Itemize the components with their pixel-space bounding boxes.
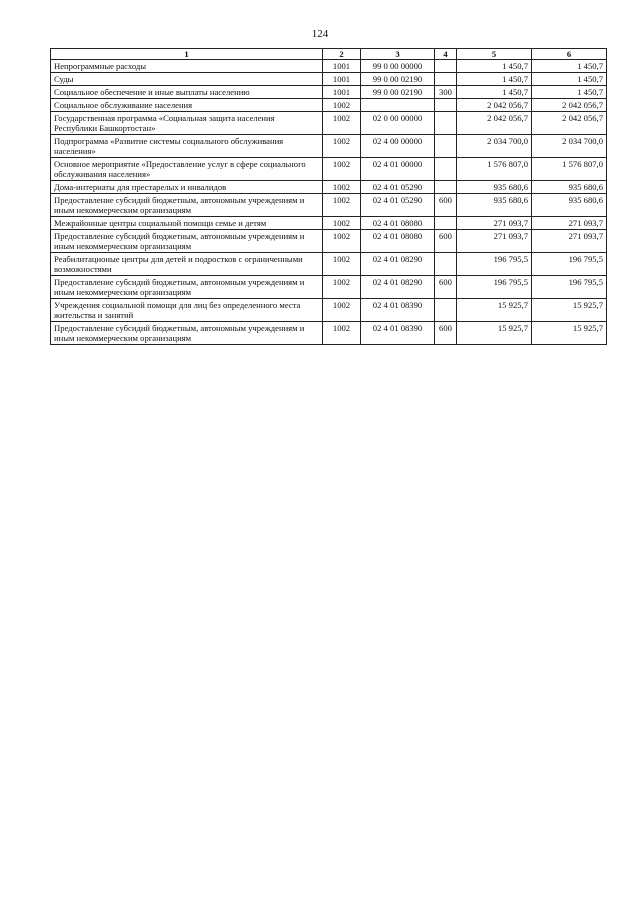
- row-amount-2: 196 795,5: [532, 253, 607, 276]
- table-row: [51, 135, 607, 158]
- table-row: [51, 86, 607, 99]
- row-name: Подпрограмма «Развитие системы социального обслуживания населения»: [51, 135, 323, 158]
- row-section: 1001: [323, 60, 361, 73]
- row-target-code: 02 4 01 08290: [361, 253, 435, 276]
- header-col-2: 2: [323, 49, 361, 60]
- row-name: Предоставление субсидий бюджетным, автономным учреждениям и иным некоммерческим организациям: [51, 322, 323, 345]
- row-amount-2: 1 450,7: [532, 86, 607, 99]
- row-expense-type: [435, 135, 457, 158]
- row-target-code: 99 0 00 02190: [361, 73, 435, 86]
- row-amount-2: 2 042 056,7: [532, 99, 607, 112]
- table-header-row: [51, 49, 607, 60]
- table-row: [51, 99, 607, 112]
- row-amount-2: 196 795,5: [532, 276, 607, 299]
- table-row: [51, 253, 607, 276]
- row-section: 1002: [323, 217, 361, 230]
- table-row: [51, 230, 607, 253]
- row-amount-2: 1 576 807,0: [532, 158, 607, 181]
- row-amount-1: 2 042 056,7: [457, 112, 532, 135]
- row-section: 1002: [323, 276, 361, 299]
- row-name: Реабилитационые центры для детей и подростков с ограниченными возможностями: [51, 253, 323, 276]
- row-target-code: 02 4 01 08290: [361, 276, 435, 299]
- budget-table: [50, 48, 607, 345]
- row-amount-2: 2 042 056,7: [532, 112, 607, 135]
- row-target-code: 02 0 00 00000: [361, 112, 435, 135]
- row-expense-type: [435, 158, 457, 181]
- table-row: [51, 181, 607, 194]
- row-amount-1: 2 042 056,7: [457, 99, 532, 112]
- page-number: 124: [311, 28, 329, 40]
- row-expense-type: [435, 73, 457, 86]
- table-row: [51, 322, 607, 345]
- row-name: Учреждения социальной помощи для лиц без определенного места жительства и занятий: [51, 299, 323, 322]
- row-amount-2: 1 450,7: [532, 60, 607, 73]
- row-target-code: 02 4 01 08080: [361, 230, 435, 253]
- row-amount-1: 15 925,7: [457, 299, 532, 322]
- table-row: [51, 217, 607, 230]
- row-section: 1002: [323, 194, 361, 217]
- row-expense-type: [435, 217, 457, 230]
- header-col-1: 1: [51, 49, 323, 60]
- row-amount-2: 271 093,7: [532, 217, 607, 230]
- row-expense-type: [435, 60, 457, 73]
- row-name: Предоставление субсидий бюджетным, автономным учреждениям и иным некоммерческим организациям: [51, 276, 323, 299]
- row-section: 1001: [323, 73, 361, 86]
- row-amount-1: 1 450,7: [457, 73, 532, 86]
- row-section: 1002: [323, 322, 361, 345]
- row-section: 1002: [323, 112, 361, 135]
- row-amount-1: 196 795,5: [457, 253, 532, 276]
- row-target-code: 02 4 01 08080: [361, 217, 435, 230]
- row-expense-type: [435, 299, 457, 322]
- row-amount-1: 1 576 807,0: [457, 158, 532, 181]
- row-amount-1: 15 925,7: [457, 322, 532, 345]
- table-row: [51, 299, 607, 322]
- row-name: Непрограммные расходы: [51, 60, 323, 73]
- row-target-code: 02 4 01 08390: [361, 299, 435, 322]
- row-name: Межрайонные центры социальной помощи семье и детям: [51, 217, 323, 230]
- row-amount-2: 935 680,6: [532, 194, 607, 217]
- row-amount-2: 1 450,7: [532, 73, 607, 86]
- row-name: Предоставление субсидий бюджетным, автономным учреждениям и иным некоммерческим организациям: [51, 194, 323, 217]
- table-row: [51, 194, 607, 217]
- row-section: 1002: [323, 181, 361, 194]
- row-section: 1002: [323, 158, 361, 181]
- row-section: 1002: [323, 135, 361, 158]
- row-target-code: [361, 99, 435, 112]
- row-amount-1: 935 680,6: [457, 181, 532, 194]
- table-row: [51, 73, 607, 86]
- row-name: Суды: [51, 73, 323, 86]
- row-amount-1: 271 093,7: [457, 217, 532, 230]
- row-amount-1: 935 680,6: [457, 194, 532, 217]
- row-name: Социальное обслуживание населения: [51, 99, 323, 112]
- row-amount-2: 935 680,6: [532, 181, 607, 194]
- row-target-code: 02 4 01 05290: [361, 181, 435, 194]
- row-expense-type: 600: [435, 194, 457, 217]
- row-amount-2: 2 034 700,0: [532, 135, 607, 158]
- row-expense-type: 600: [435, 322, 457, 345]
- row-name: Дома-интернаты для престарелых и инвалидов: [51, 181, 323, 194]
- row-name: Основное мероприятие «Предоставление услуг в сфере социального обслуживания населения»: [51, 158, 323, 181]
- row-section: 1002: [323, 230, 361, 253]
- row-target-code: 02 4 01 08390: [361, 322, 435, 345]
- row-section: 1002: [323, 99, 361, 112]
- header-col-3: 3: [361, 49, 435, 60]
- table-row: [51, 276, 607, 299]
- row-name: Предоставление субсидий бюджетным, автономным учреждениям и иным некоммерческим организациям: [51, 230, 323, 253]
- row-target-code: 02 4 01 05290: [361, 194, 435, 217]
- row-name: Социальное обеспечение и иные выплаты населению: [51, 86, 323, 99]
- table-row: [51, 158, 607, 181]
- header-col-5: 5: [457, 49, 532, 60]
- table-body: [51, 60, 607, 345]
- row-target-code: 99 0 00 00000: [361, 60, 435, 73]
- row-expense-type: [435, 112, 457, 135]
- row-amount-2: 271 093,7: [532, 230, 607, 253]
- row-amount-2: 15 925,7: [532, 299, 607, 322]
- row-target-code: 99 0 00 02190: [361, 86, 435, 99]
- row-section: 1002: [323, 299, 361, 322]
- header-col-6: 6: [532, 49, 607, 60]
- row-target-code: 02 4 01 00000: [361, 158, 435, 181]
- row-target-code: 02 4 00 00000: [361, 135, 435, 158]
- table-row: [51, 112, 607, 135]
- row-amount-1: 271 093,7: [457, 230, 532, 253]
- row-section: 1001: [323, 86, 361, 99]
- row-name: Государственная программа «Социальная защита населения Республики Башкортостан»: [51, 112, 323, 135]
- table-row: [51, 60, 607, 73]
- row-amount-1: 1 450,7: [457, 86, 532, 99]
- row-amount-1: 2 034 700,0: [457, 135, 532, 158]
- row-expense-type: [435, 99, 457, 112]
- row-expense-type: 600: [435, 230, 457, 253]
- row-expense-type: 600: [435, 276, 457, 299]
- row-amount-2: 15 925,7: [532, 322, 607, 345]
- row-amount-1: 1 450,7: [457, 60, 532, 73]
- row-amount-1: 196 795,5: [457, 276, 532, 299]
- row-expense-type: [435, 253, 457, 276]
- row-expense-type: [435, 181, 457, 194]
- row-expense-type: 300: [435, 86, 457, 99]
- row-section: 1002: [323, 253, 361, 276]
- header-col-4: 4: [435, 49, 457, 60]
